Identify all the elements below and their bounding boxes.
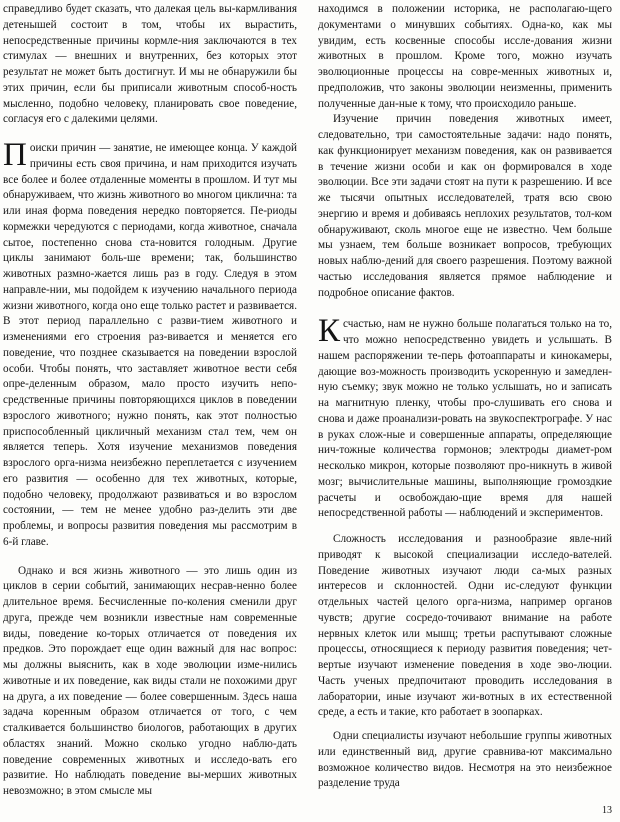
drop-cap: П (3, 137, 27, 173)
paragraph-text: счастью, нам не нужно больше полагаться только на то, что можно непосредственно увидеть и услышать. В нашем распоряжении те-перь фотоаппараты и кинокамеры, дающие воз-можность производить ускоренную и замедлен-ную съемку; звук можно не только услышать, но и записать на магнитную пленку, чтобы про-слушивать его снова и снова и даже проанализи-ровать на звукоспектрографе. У нас в руках слож-ные и совершенные аппараты, определяющие нич-тожные количества гормонов; электроды диамет-ром несколько микрон, которые позволяют про-никнуть в живой мозг; вычислительные машины, выполняющие громоздкие расчеты и освобождаю-щие время для нашей непосредственной работы — наблюдений и экспериментов. (318, 318, 612, 520)
paragraph: Сложность исследования и разнообразие явле-ний приводят к высокой специализации исследо-вателей. Поведение животных изучают люди са-мых разных интересов и склонностей. Одни ис-следуют функции отдельных частей целого орга-низма, например органов чувств; другие сосредо-точивают внимание на работе нервных клеток или мышц; третьи распутывают сложные процессы, относящиеся к периоду развития поведения; чет-вертые изучают изменение поведения в ходе эво-люции. Часть ученых предпочитают проводить исследования в лаборатории, иные изучают жи-вотных в их естественной среде, а есть и такие, кто работает в зоопарках. (318, 533, 612, 719)
paragraph: находимся в положении историка, не располагаю-щего документами о минувших событиях. Одна-ко, как мы увидим, есть косвенные способы иссле-дования жизни животных в прошлом. Кроме того, можно изучать эволюционные процессы на совре-менных животных и, предположив, что законы эволюции неизменны, применить полученные дан-ные к тому, что происходило раньше. (318, 3, 612, 110)
page-number: 13 (602, 805, 612, 816)
left-column (3, 2, 297, 800)
paragraph: справедливо будет сказать, что далекая цель вы-кармливания детенышей состоит в том, чтобы их вырастить, непосредственные причины кормле-ния заключаются в тех стимулах — внешних и внутренних, без которых этот результат не может быть достигнут. И мы не обнаружили бы этих причин, если бы приписали животным способ-ность мысленно, подобно человеку, планировать свое поведение, согласуя его с далекими целями. (3, 3, 297, 126)
paragraph-with-dropcap (318, 313, 612, 522)
right-column (318, 2, 612, 792)
paragraph: Однако и вся жизнь животного — это лишь один из циклов в серии событий, занимающих несрав-ненно более длительное время. Бесчисленные по-коления сменили друг друга, прежде чем возникли известные нам современные виды, поведение ко-торых отличается от поведения их предков. Это порождает еще один важный для нас вопрос: мы должны выяснить, как в ходе эволюции изме-нились животные и их поведение, как виды стали не похожими друг на друга, а их поведение — более совершенным. Здесь наша задача коренным образом отличается от того, с чем сталкивается большинство биологов, работающих в других областях знаний. Можно сколько угодно наблю-дать поведение современных животных и исследо-вать его развитие. Но наблюдать поведение вы-мерших животных невозможно; в этом смысле мы (3, 564, 297, 797)
drop-cap: К (318, 313, 341, 350)
paragraph-text: оиски причин — занятие, не имеющее конца. У каждой причины есть своя причина, и нам приходится изучать все более и более отдаленные моменты в прошлом. И тут мы обнаруживаем, что жизнь животного во многом циклична: та или иная форма поведения нередко повторяется. Пе-риоды кормежки чередуются с периодами, когда животное, сначала сытое, постепенно снова ста-новится голодным. Другие циклы занимают боль-ше времени; так, большинство животных размно-жается лишь раз в году. Следуя в этом направле-нии, мы подойдем к изучению начального периода жизни животного, когда оно еще только растет и развивается. В этот период параллельно с разви-тием животного и изменениями его строения раз-вивается и меняется его поведение, что позднее сказывается на поведении взрослой особи. Чтобы понять, что заставляет животное вести себя опре-деленным образом, мало просто изучить непо-средственные причины повторяющихся циклов в поведении взрослого животного; нужно понять, как этот полностью приспособленный цикличный механизм стал тем, чем он является теперь. Хотя изучение механизмов поведения взрослого орга-низма неизбежно переплетается с изучением его развития — особенно для тех животных, которые, подобно человеку, продолжают развиваться и во взрослом состоянии, — тем не менее удобно раз-делить эти две проблемы, и вопросы развития поведения мы рассмотрим в 6-й главе. (3, 142, 297, 548)
paragraph-with-dropcap (3, 137, 297, 551)
paragraph: Изучение причин поведения животных имеет, следовательно, три самостоятельные задачи: надо понять, как функционирует механизм поведения, как он развивается в течение жизни особи и как он формировался в ходе эволюции. Все эти задачи стоят на пути к разрешению. И все же тысячи опытных исследователей, тратя всю свою энергию и время и добиваясь неплохих результатов, тол-ком обнаруживают, сколь многое еще не известно. Чем больше мы узнаем, тем больше возникает вопросов, требующих новых наблю-дений для своего разрешения. Поэтому важной частью исследования является прямое наблюдение и подробное описание фактов. (318, 113, 612, 299)
paragraph: Одни специалисты изучают небольшие группы животных или единственный вид, другие сравнива-ют максимально возможное количество видов. Несмотря на это неизбежное разделение труда (318, 730, 612, 790)
